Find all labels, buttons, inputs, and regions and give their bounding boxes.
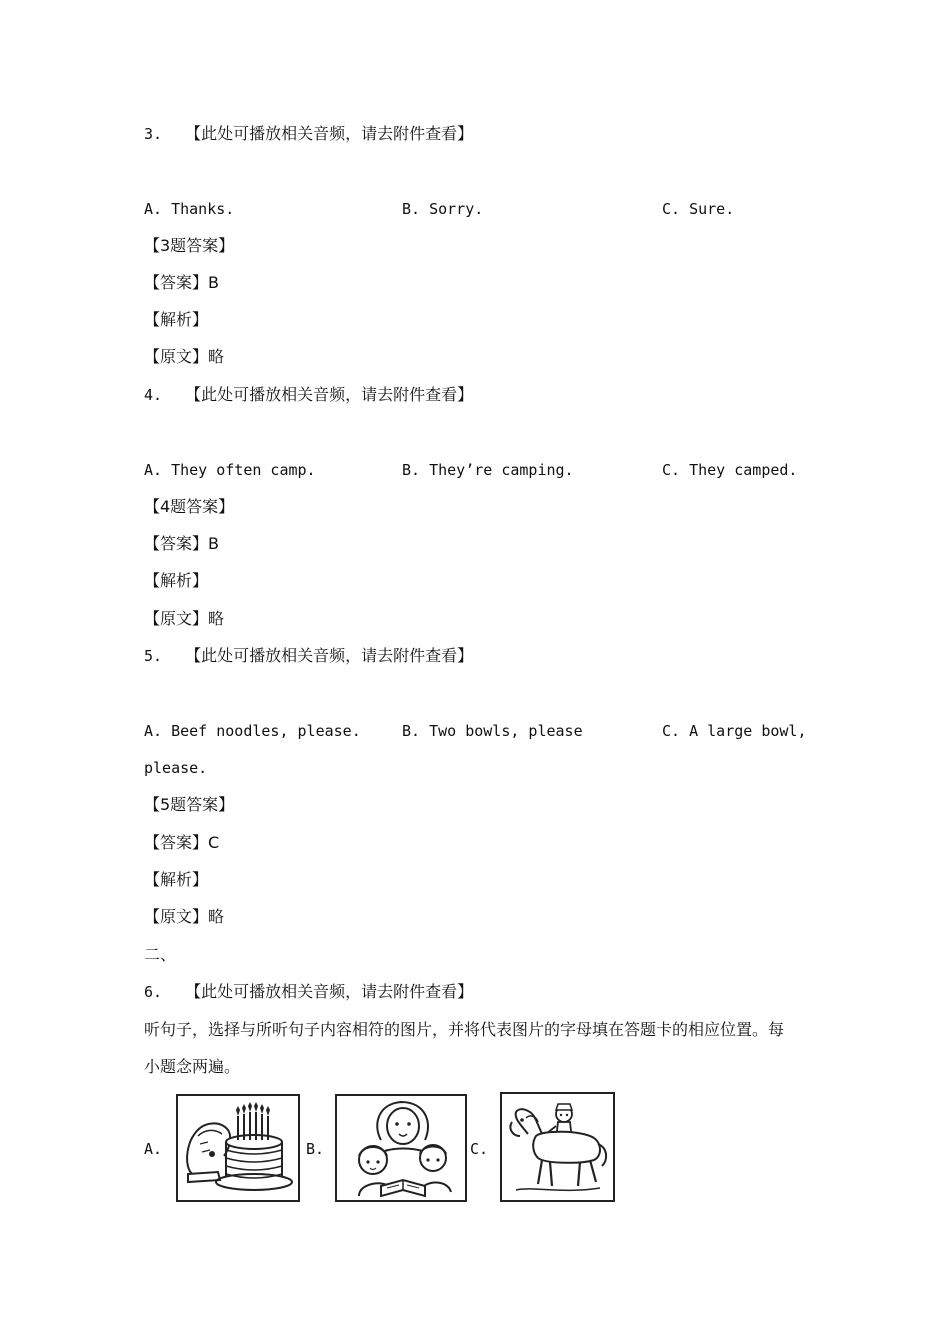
picture-a-label: A. bbox=[144, 1140, 163, 1158]
q3-answer-heading: 【3题答案】 bbox=[144, 236, 235, 255]
q3-header bbox=[144, 124, 473, 144]
q5-answer: 【答案】C bbox=[144, 833, 220, 852]
q5-original: 【原文】略 bbox=[144, 907, 225, 926]
q5-header bbox=[144, 646, 473, 666]
section-heading: 二、 bbox=[144, 945, 177, 964]
q3-option-c: C. Sure. bbox=[662, 200, 735, 218]
q4-option-b: B. They’re camping. bbox=[402, 461, 574, 479]
q3-answer: 【答案】B bbox=[144, 273, 219, 292]
q4-answer: 【答案】B bbox=[144, 534, 219, 553]
q3-original: 【原文】略 bbox=[144, 347, 225, 366]
q5-audio-prompt: 【此处可播放相关音频，请去附件查看】 bbox=[185, 646, 474, 665]
q4-original: 【原文】略 bbox=[144, 609, 225, 628]
mother-reading-picture bbox=[337, 1096, 465, 1200]
picture-b-label: B. bbox=[306, 1140, 325, 1158]
q4-audio-prompt: 【此处可播放相关音频，请去附件查看】 bbox=[185, 385, 474, 404]
q3-option-a: A. Thanks. bbox=[144, 200, 235, 218]
q4-header bbox=[144, 385, 473, 405]
q5-option-c: C. A large bowl, bbox=[662, 722, 807, 740]
q5-option-b: B. Two bowls, please bbox=[402, 722, 583, 740]
q5-analysis: 【解析】 bbox=[144, 870, 209, 889]
picture-c-label: C. bbox=[470, 1140, 489, 1158]
q5-option-c-continued: please. bbox=[144, 759, 208, 777]
q4-number: 4. bbox=[144, 386, 163, 404]
boy-riding-horse-picture bbox=[502, 1094, 613, 1200]
q4-answer-heading: 【4题答案】 bbox=[144, 497, 235, 516]
picture-b-frame bbox=[335, 1094, 467, 1202]
birthday-cake-picture bbox=[178, 1096, 298, 1200]
q3-option-b: B. Sorry. bbox=[402, 200, 484, 218]
q5-option-a: A. Beef noodles, please. bbox=[144, 722, 361, 740]
q3-audio-prompt: 【此处可播放相关音频，请去附件查看】 bbox=[185, 124, 474, 143]
q6-instruction-line2: 小题念两遍。 bbox=[144, 1057, 241, 1076]
q4-option-a: A. They often camp. bbox=[144, 461, 316, 479]
q3-number: 3. bbox=[144, 125, 163, 143]
q4-option-c: C. They camped. bbox=[662, 461, 798, 479]
q5-answer-heading: 【5题答案】 bbox=[144, 795, 235, 814]
q6-audio-prompt: 【此处可播放相关音频，请去附件查看】 bbox=[185, 982, 474, 1001]
q6-number: 6. bbox=[144, 983, 163, 1001]
q5-number: 5. bbox=[144, 647, 163, 665]
q6-header bbox=[144, 982, 473, 1002]
picture-a-frame bbox=[176, 1094, 300, 1202]
picture-c-frame bbox=[500, 1092, 615, 1202]
q6-instruction-line1: 听句子，选择与所听句子内容相符的图片，并将代表图片的字母填在答题卡的相应位置。每 bbox=[144, 1020, 785, 1039]
q4-analysis: 【解析】 bbox=[144, 571, 209, 590]
q3-analysis: 【解析】 bbox=[144, 310, 209, 329]
